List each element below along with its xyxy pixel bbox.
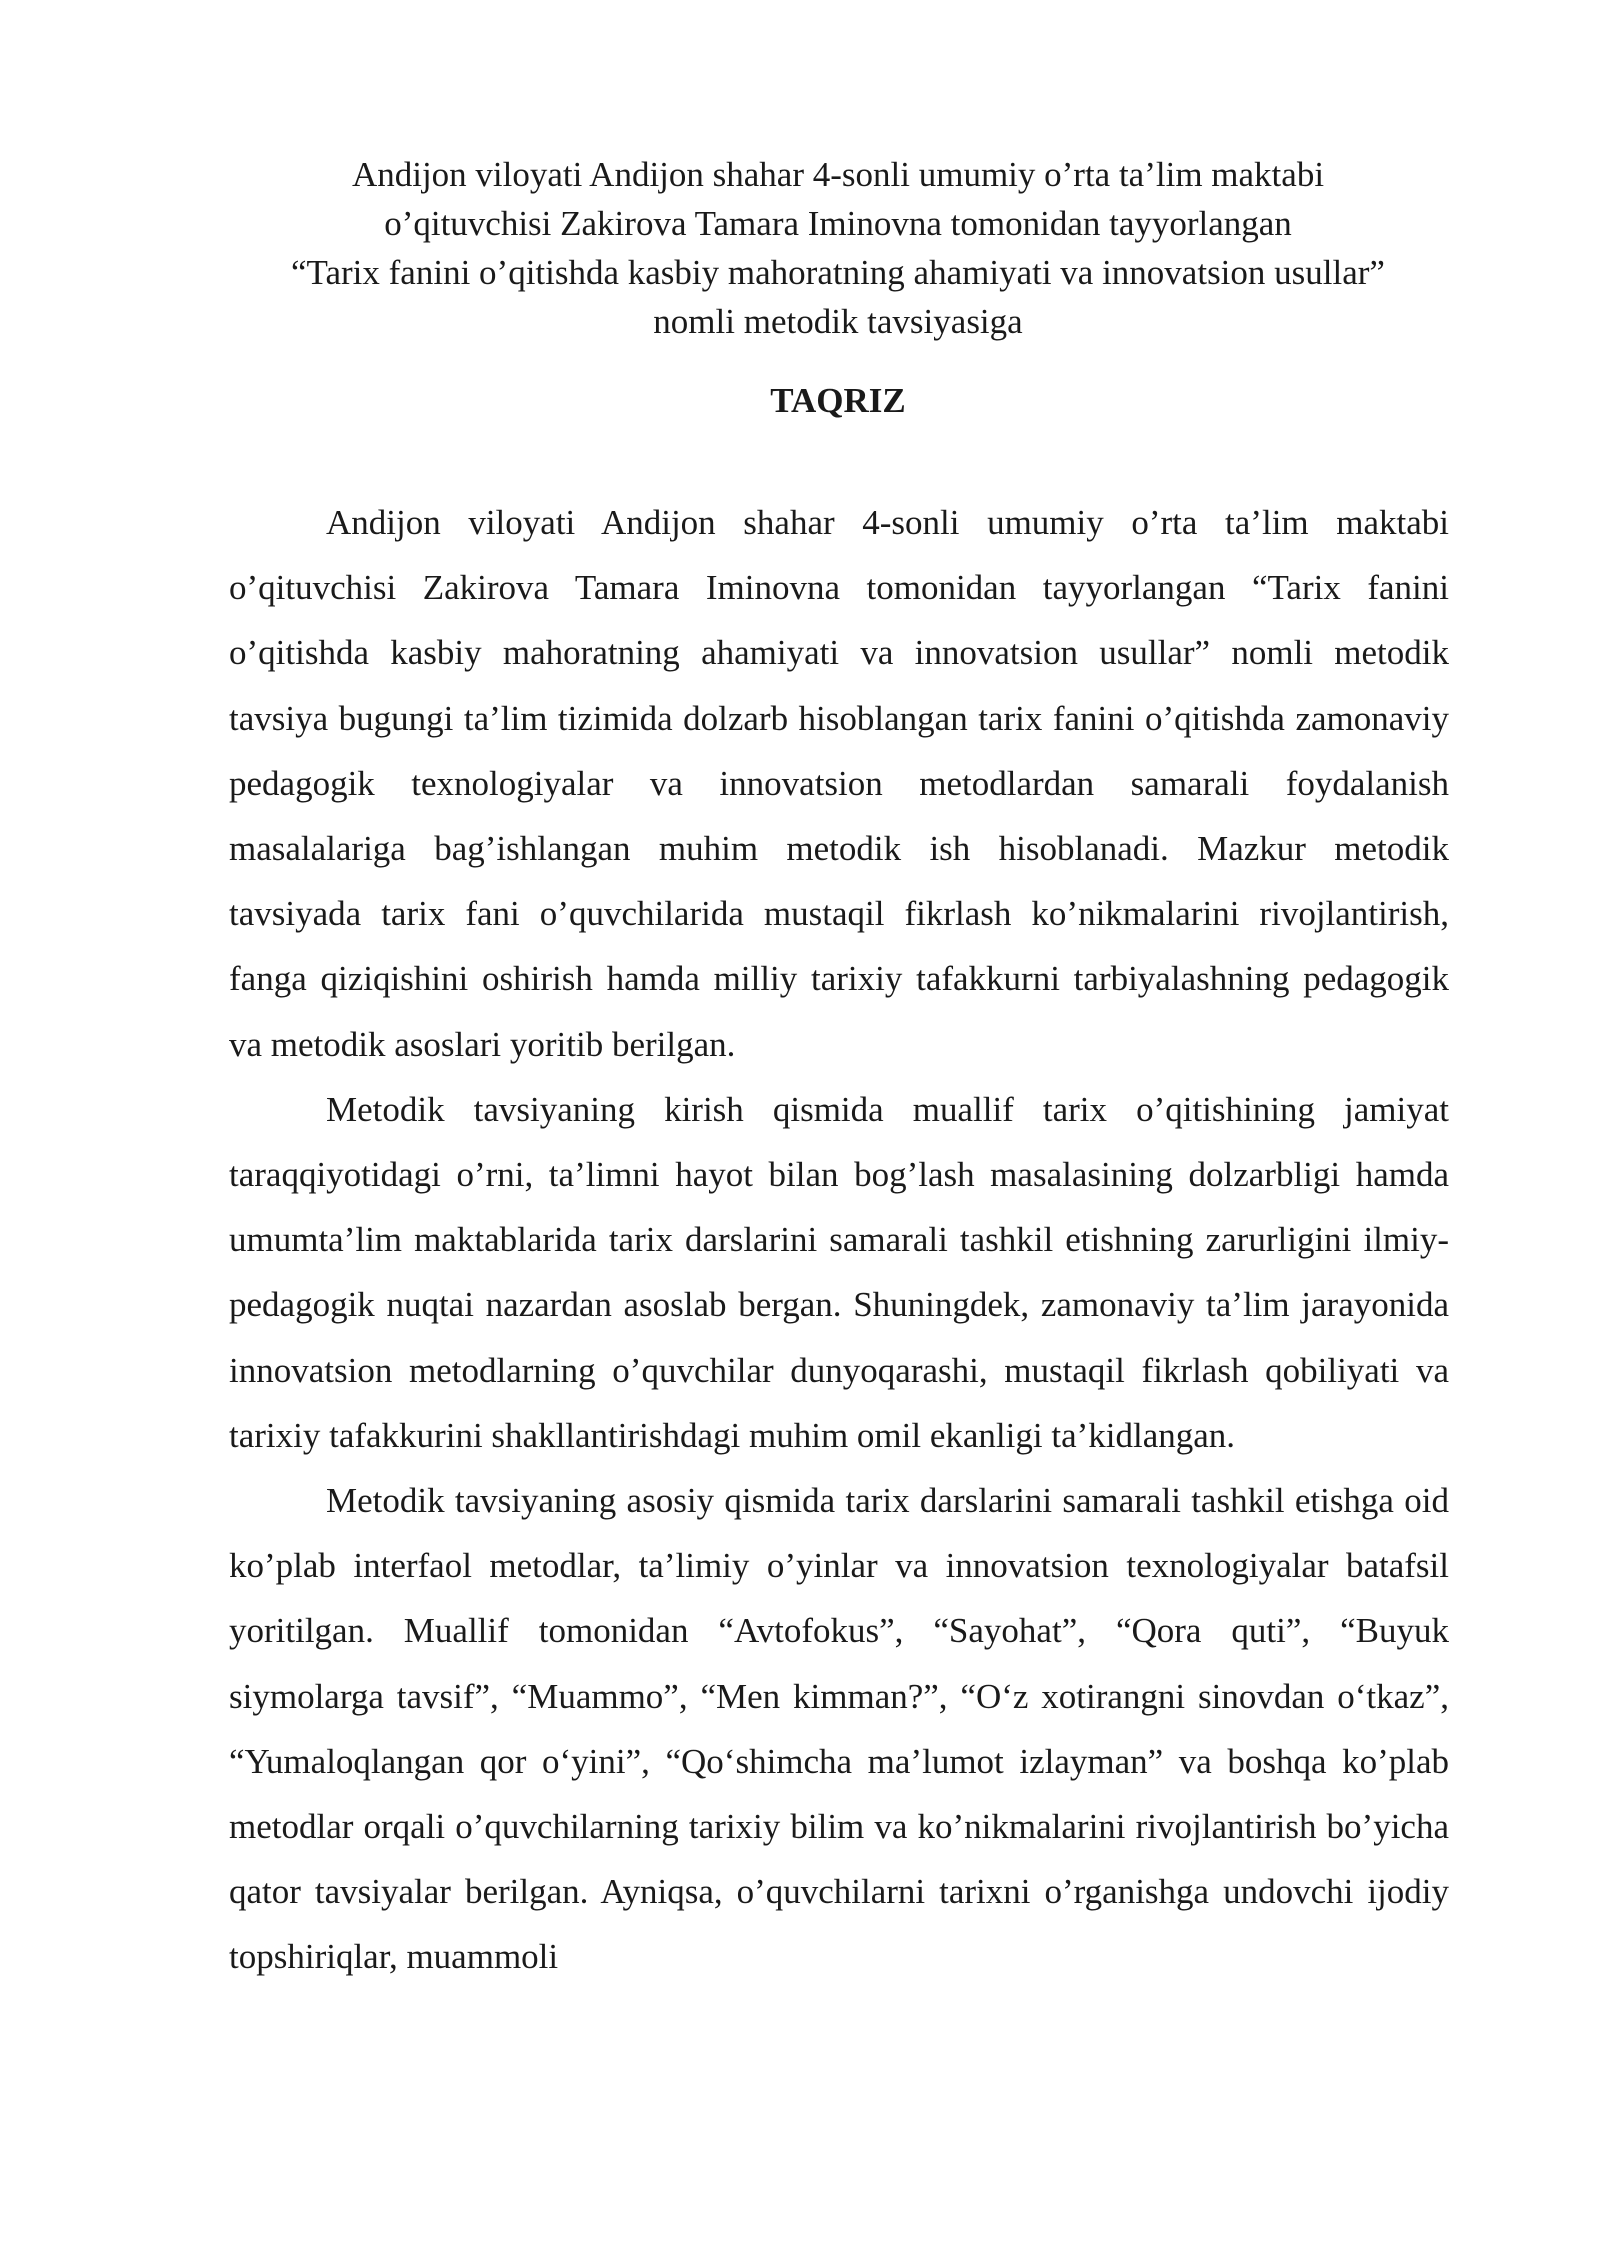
document-body (229, 490, 1449, 1990)
header-line: nomli metodik tavsiyasiga (653, 302, 1023, 341)
body-paragraph: Metodik tavsiyaning asosiy qismida tarix darslarini samarali tashkil etishga oid ko’plab interfaol metodlar, ta’limiy o’yinlar va innovatsion texnologiyalar batafsil yoritilgan. Muallif tomonidan “Avtofokus”, “Sayohat”, “Qora quti”, “Buyuk siymolarga tavsif”, “Muammo”, “Men kimman?”, “O‘z xotirangni sinovdan o‘tkaz”, “Yumaloqlangan qor o‘yini”, “Qo‘shimcha ma’lumot izlayman” va boshqa ko’plab metodlar orqali o’quvchilarning tarixiy bilim va ko’nikmalarini rivojlantirish bo’yicha qator tavsiyalar berilgan. Ayniqsa, o’quvchilarni tarixni o’rganishga undovchi ijodiy topshiriqlar, muammoli (229, 1481, 1449, 1977)
header-line: Andijon viloyati Andijon shahar 4-sonli umumiy o’rta ta’lim maktabi (351, 155, 1325, 194)
body-paragraph: Metodik tavsiyaning kirish qismida muallif tarix o’qitishining jamiyat taraqqiyotidagi o’rni, ta’limni hayot bilan bog’lash masalasining dolzarbligi hamda umumta’lim maktablarida tarix darslarini samarali tashkil etishning zarurligini ilmiy-pedagogik nuqtai nazardan asoslab bergan. Shuningdek, zamonaviy ta’lim jarayonida innovatsion metodlarning o’quvchilar dunyoqarashi, mustaqil fikrlash qobiliyati va tarixiy tafakkurini shakllantirishdagi muhim omil ekanligi ta’kidlangan. (229, 1089, 1449, 1455)
body-paragraph: Andijon viloyati Andijon shahar 4-sonli umumiy o’rta ta’lim maktabi o’qituvchisi Zakirova Tamara Iminovna tomonidan tayyorlangan “Tarix fanini o’qitishda kasbiy mahoratning ahamiyati va innovatsion usullar” nomli metodik tavsiya bugungi ta’lim tizimida dolzarb hisoblangan tarix fanini o’qitishda zamonaviy pedagogik texnologiyalar va innovatsion metodlardan samarali foydalanish masalalariga bag’ishlangan muhim metodik ish hisoblanadi. Mazkur metodik tavsiyada tarix fani o’quvchilarida mustaqil fikrlash ko’nikmalarini rivojlantirish, fanga qiziqishini oshirish hamda milliy tarixiy tafakkurni tarbiyalashning pedagogik va metodik asoslari yoritib berilgan. (229, 503, 1449, 1064)
document-title: TAQRIZ (770, 381, 906, 420)
document-header (200, 150, 1476, 346)
header-line: “Tarix fanini o’qitishda kasbiy mahoratning ahamiyati va innovatsion usullar” (291, 253, 1385, 292)
header-line: o’qituvchisi Zakirova Tamara Iminovna tomonidan tayyorlangan (384, 204, 1292, 243)
